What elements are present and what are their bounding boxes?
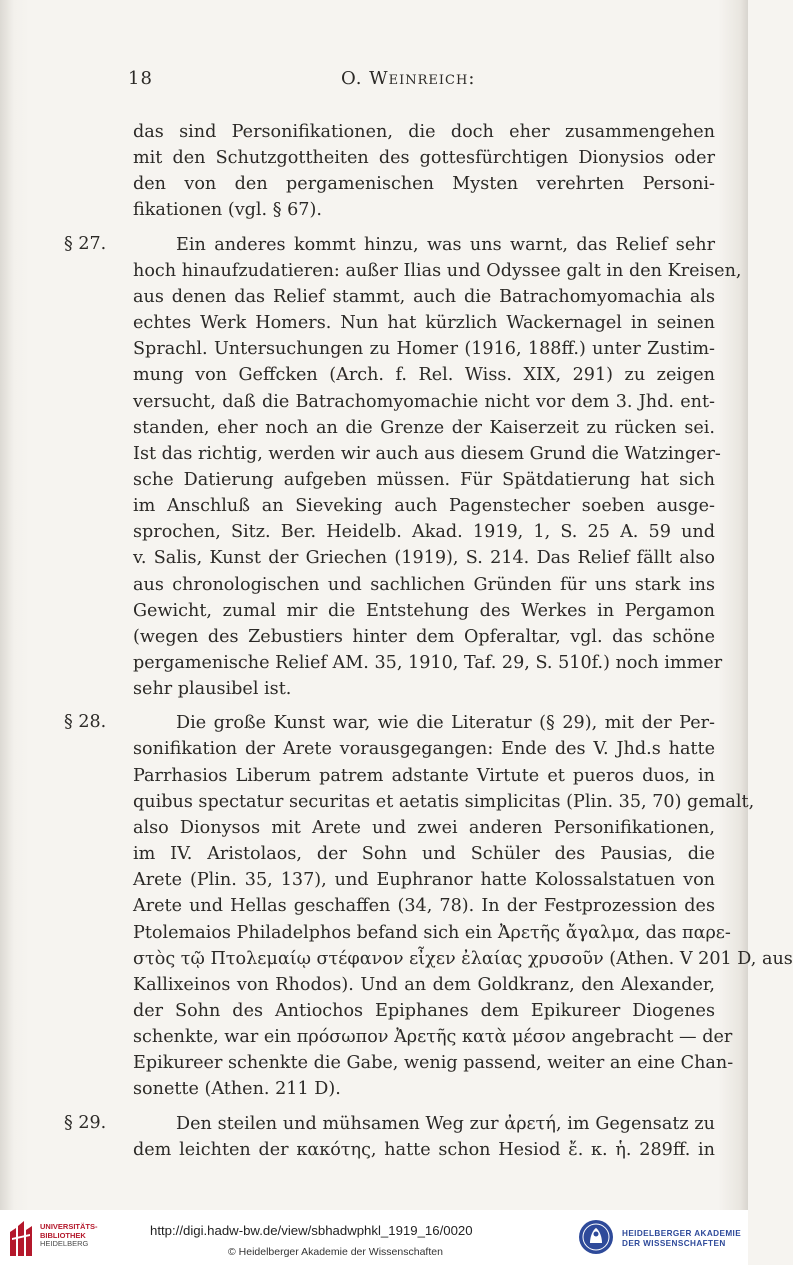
text-line: im Anschluß an Sieveking auch Pagenstecher soeben ausge- [133, 496, 715, 517]
uni-line-3: HEIDELBERG [40, 1239, 89, 1248]
text-line: Arete (Plin. 35, 137), und Euphranor hatte Kolossalstatuen von [133, 870, 715, 891]
text-line: στὸς τῷ Πτολεμαίῳ στέφανον εἶχεν ἐλαίας χρυσοῦν (Athen. V 201 D, aus [133, 948, 793, 969]
academy-line-2: DER WISSENSCHAFTEN [622, 1239, 726, 1248]
university-library-name [40, 1223, 120, 1249]
uni-line-2: BIBLIOTHEK [40, 1230, 86, 1240]
text-line: mung von Geffcken (Arch. f. Rel. Wiss. XIX, 291) zu zeigen [133, 365, 715, 386]
text-line: Sprachl. Untersuchungen zu Homer (1916, 188ff.) unter Zustim- [133, 339, 715, 360]
text-line: Den steilen und mühsamen Weg zur ἀρετή, im Gegensatz zu [176, 1113, 715, 1134]
text-line: pergamenische Relief AM. 35, 1910, Taf. 29, S. 510f.) noch immer [133, 653, 723, 673]
text-line: Ist das richtig, werden wir auch aus diesem Grund die Watzinger- [133, 443, 721, 464]
text-line: der Sohn des Antiochos Epiphanes dem Epikureer Diogenes [133, 1000, 715, 1021]
text-line: sonifikation der Arete vorausgegangen: Ende des V. Jhd.s hatte [133, 739, 715, 760]
text-line: v. Salis, Kunst der Griechen (1919), S. 214. Das Relief fällt also [133, 548, 715, 569]
text-line: im IV. Aristolaos, der Sohn und Schüler des Pausias, die [133, 844, 715, 865]
permalink-url[interactable]: http://digi.hadw-bw.de/view/sbhadwphkl_1919_16/0020 [150, 1223, 473, 1238]
page-number: 18 [128, 68, 153, 89]
text-line: Ein anderes kommt hinzu, was uns warnt, das Relief sehr [176, 234, 715, 255]
text-line: Die große Kunst war, wie die Literatur (§ 29), mit der Per- [176, 713, 715, 734]
text-line: sehr plausibel ist. [133, 679, 292, 700]
running-title: O. Weinreich: [341, 68, 476, 89]
text-line: sche Datierung aufgeben müssen. Für Spätdatierung hat sich [133, 469, 715, 490]
section-marker: § 28. [64, 712, 107, 733]
text-line: also Dionysos mit Arete und zwei anderen Personifikationen, [133, 817, 715, 838]
text-line: versucht, daß die Batrachomyomachie nicht vor dem 3. Jhd. ent- [133, 391, 715, 412]
text-line: echtes Werk Homers. Nun hat kürzlich Wackernagel in seinen [133, 313, 715, 334]
text-line: aus chronologischen und sachlichen Gründen für uns stark ins [133, 574, 715, 595]
text-line: mit den Schutzgottheiten des gottesfürchtigen Dionysios oder [133, 148, 715, 169]
text-line: Gewicht, zumal mir die Entstehung des Werkes in Pergamon [133, 600, 715, 621]
uni-line-1: UNIVERSITÄTS- [40, 1222, 98, 1231]
text-line: Ptolemaios Philadelphos befand sich ein Ἀρετῆς ἄγαλμα, das παρε- [133, 922, 731, 943]
text-line: das sind Personifikationen, die doch eher zusammengehen [133, 122, 715, 142]
text-line: sonette (Athen. 211 D). [133, 1079, 341, 1100]
text-line: quibus spectatur securitas et aetatis simplicitas (Plin. 35, 70) gemalt, [133, 791, 755, 812]
text-line: schenkte, war ein πρόσωπον Ἀρετῆς κατὰ μέσον angebracht — der [133, 1027, 733, 1048]
text-line: Parrhasios Liberum patrem adstante Virtute et pueros duos, in [133, 765, 715, 786]
running-header [128, 68, 718, 96]
text-line: dem leichten der κακότης, hatte schon Hesiod ἔ. κ. ἡ. 289ff. in [133, 1139, 715, 1160]
text-line: den von den pergamenischen Mysten verehrten Personi- [133, 174, 715, 195]
text-line: Arete und Hellas geschaffen (34, 78). In der Festprozession des [133, 896, 715, 917]
text-line: (wegen des Zebustiers hinter dem Opferaltar, vgl. das schöne [133, 626, 715, 647]
academy-seal-icon[interactable] [578, 1219, 614, 1255]
text-line: standen, eher noch an die Grenze der Kaiserzeit zu rücken sei. [133, 417, 715, 438]
copyright-notice: © Heidelberger Akademie der Wissenschaften [228, 1246, 443, 1258]
text-line: Epikureer schenkte die Gabe, wenig passend, weiter an eine Chan- [133, 1053, 734, 1074]
academy-line-1: HEIDELBERGER AKADEMIE [622, 1229, 742, 1238]
text-line: Kallixeinos von Rhodos). Und an dem Goldkranz, den Alexander, [133, 974, 715, 995]
text-line: hoch hinaufzudatieren: außer Ilias und Odyssee galt in den Kreisen, [133, 260, 742, 281]
section-marker: § 29. [64, 1112, 107, 1133]
text-line: aus denen das Relief stammt, auch die Batrachomyomachia als [133, 286, 715, 307]
text-line: sprochen, Sitz. Ber. Heidelb. Akad. 1919, 1, S. 25 A. 59 und [133, 522, 715, 543]
section-marker: § 27. [64, 233, 107, 254]
academy-name [622, 1229, 748, 1249]
university-library-logo-icon[interactable] [8, 1218, 36, 1258]
text-line: fikationen (vgl. § 67). [133, 200, 322, 221]
